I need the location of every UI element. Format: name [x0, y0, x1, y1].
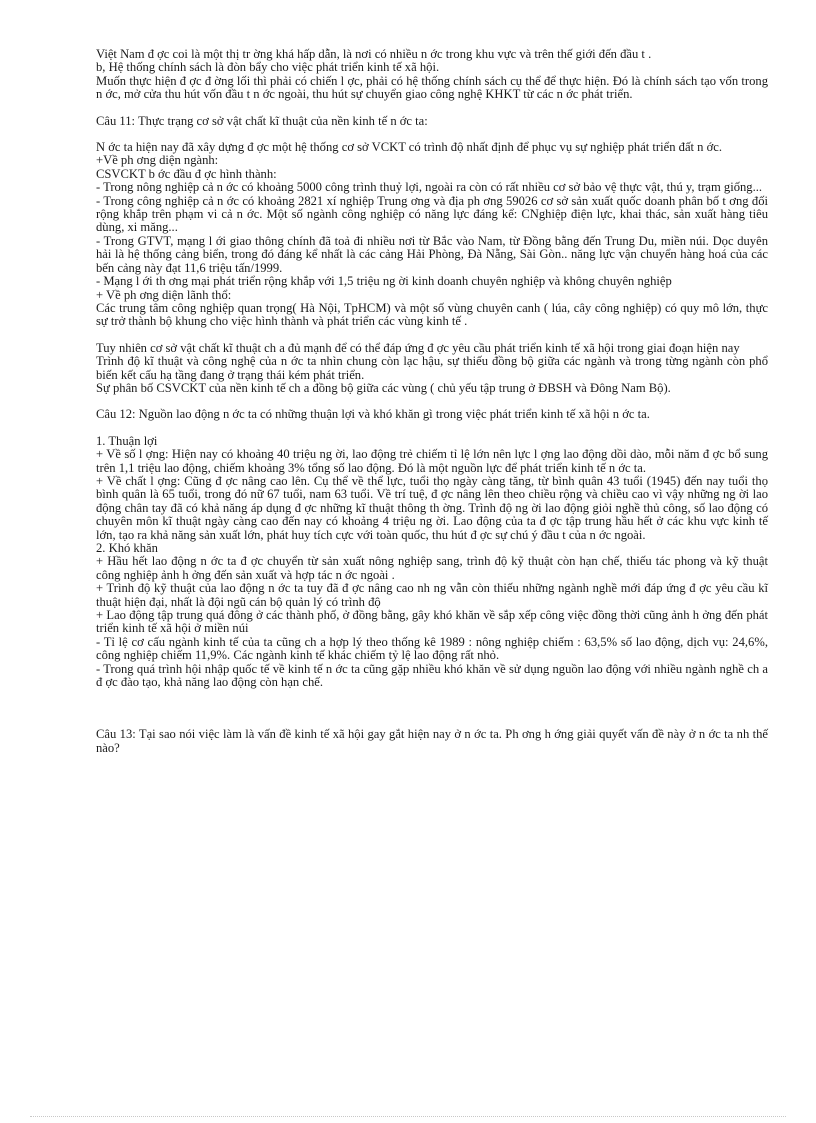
paragraph: 2. Khó khăn [96, 541, 158, 555]
paragraph: b, Hệ thống chính sách là đòn bẩy cho việc phát triển kinh tế xã hội. [96, 60, 440, 75]
paragraph: Sự phân bố CSVCKT của nền kinh tế ch a đồng bộ giữa các vùng ( chủ yếu tập trung ở ĐBSH và Đông Nam Bộ). [96, 380, 671, 395]
paragraph: Các trung tâm công nghiệp quan trọng( Hà Nội, TpHCM) và một số vùng chuyên canh ( lúa, cây công nghiệp) có quy mô lớn, thực sự trở thành bộ khung cho việc hình thành và phát triển các vùng kinh tế . [96, 300, 768, 329]
spacer [96, 689, 768, 715]
paragraph: - Trong công nghiệp cả n ớc có khoảng 2821 xí nghiệp Trung ơng và địa ph ơng 59026 cơ sở sản xuất quốc doanh phân bố t ơng đối rộng khắp trên phạm vi cả n ớc. Một số ngành công nghiệp có năng lực đáng kể: CNghiệp điện lực, khai thác, sản xuất hàng tiêu dùng, xi măng... [96, 193, 768, 235]
spacer [96, 422, 768, 435]
paragraph: + Trình độ kỹ thuật của lao động n ớc ta tuy đã đ ợc nâng cao nh ng vẫn còn thiếu những ngành nghề mới đáp ứng đ ợc yêu cầu kĩ thuật hiện đại, nhất là đội ngũ cán bộ quản lý có trình độ [96, 581, 768, 609]
paragraph: Trình độ kĩ thuật và công nghệ của n ớc ta nhìn chung còn lạc hậu, sự thiếu đồng bộ giữa các ngành và trong từng ngành còn phổ biến kết cấu hạ tầng đang ở trạng thái kém phát triển. [96, 354, 768, 382]
spacer [96, 329, 768, 342]
spacer [96, 102, 768, 115]
paragraph: - Trong GTVT, mạng l ới giao thông chính đã toả đi nhiều nơi từ Bắc vào Nam, từ Đồng bằng đến Trung Du, miền núi. Dọc duyên hải là hệ thống cảng biển, trong đó đáng kể nhất là các cảng Hải Phòng, Đà Nẵng, Sài Gòn.. năng lực vận chuyển hàng hoá của các bến cảng này đạt 11,6 triệu tấn/1999. [96, 233, 768, 275]
paragraph: Câu 13: Tại sao nói việc làm là vấn đề kinh tế xã hội gay gắt hiện nay ở n ớc ta. Ph ơng h ớng giải quyết vấn đề này ở n ớc ta nh thế nào? [96, 727, 768, 755]
paragraph: + Lao động tập trung quá đông ở các thành phố, ở đồng bằng, gây khó khăn về sắp xếp công việc đồng thời cũng ảnh h ởng đến phát triển kinh tế xã hội ở miền núi [96, 608, 768, 636]
paragraph: - Tỉ lệ cơ cấu ngành kinh tế của ta cũng ch a hợp lý theo thống kê 1989 : nông nghiệp chiếm : 63,5% số lao động, dịch vụ: 24,6%, công nghiệp chiếm 11,9%. Các ngành kinh tế khác chiếm tỷ lệ lao động rất nhỏ. [96, 634, 768, 663]
paragraph: - Trong quá trình hội nhập quốc tế về kinh tế n ớc ta cũng gặp nhiều khó khăn về sử dụng nguồn lao động với nhiều ngành nghề ch a đ ợc đào tạo, khả năng lao động còn hạn chế. [96, 661, 768, 690]
paragraph: + Hầu hết lao động n ớc ta đ ợc chuyển từ sản xuất nông nghiệp sang, trình độ kỹ thuật còn hạn chế, thiếu tác phong và kỹ thuật công nghiệp ảnh h ởng đến sản xuất và hợp tác n ớc ngoài . [96, 554, 768, 582]
document-body [96, 48, 768, 755]
paragraph: +Về ph ơng diện ngành: [96, 153, 219, 168]
paragraph: 1. Thuận lợi [96, 433, 158, 448]
paragraph: Tuy nhiên cơ sở vật chất kĩ thuật ch a đủ mạnh để có thể đáp ứng đ ợc yêu cầu phát triển kinh tế xã hội trong giai đoạn hiện nay [96, 340, 740, 355]
paragraph: Câu 12: Nguồn lao động n ớc ta có những thuận lợi và khó khăn gì trong việc phát triển kinh tế xã hội n ớc ta. [96, 407, 650, 422]
paragraph: + Về ph ơng diện lãnh thổ: [96, 287, 232, 302]
paragraph: - Trong nông nghiệp cả n ớc có khoảng 5000 công trình thuỷ lợi, ngoài ra còn có rất nhiều cơ sở bảo vệ thực vật, thú y, trạm giống... [96, 180, 763, 195]
paragraph: Câu 11: Thực trạng cơ sở vật chất kĩ thuật của nền kinh tế n ớc ta: [96, 113, 428, 128]
paragraph: Muốn thực hiện đ ợc đ ờng lối thì phải có chiến l ợc, phải có hệ thống chính sách cụ thể để thực hiện. Đó là chính sách tạo vốn trong n ớc, mở cửa thu hút vốn đầu t n ớc ngoài, thu hút sự chuyển giao công nghệ KHKT từ các n ớc phát triển. [96, 73, 768, 102]
paragraph: - Mạng l ới th ơng mại phát triển rộng khắp với 1,5 triệu ng ời kinh doanh chuyên nghiệp và không chuyên nghiệp [96, 274, 672, 289]
page-bottom-rule [30, 1116, 786, 1117]
paragraph: + Về số l ợng: Hiện nay có khoảng 40 triệu ng ời, lao động trẻ chiếm tỉ lệ lớn nên lực l ợng lao động dồi dào, mỗi năm đ ợc bổ sung trên 1,1 triệu lao động, chiếm khoảng 3% tổng số lao động. Đó là một nguồn lực để phát triển kinh tế n ớc ta. [96, 447, 768, 475]
paragraph: N ớc ta hiện nay đã xây dựng đ ợc một hệ thống cơ sở VCKT có trình độ nhất định để phục vụ sự nghiệp phát triển đất n ớc. [96, 140, 723, 155]
paragraph: + Về chất l ợng: Cũng đ ợc nâng cao lên. Cụ thể về thể lực, tuổi thọ ngày càng tăng, từ bình quân 43 tuổi (1945) đến nay tuổi thọ bình quân là 65 tuổi, trong đó nữ 67 tuổi, nam 63 tuổi. Về trí tuệ, đ ợc nâng lên theo chiều rộng và chiều cao vì vậy những ng ời lao động chân tay đã có khả năng áp dụng đ ợc những kĩ thuật thông th ờng. Trình độ ng ời lao động giỏi nghề thủ công, số lao động có chuyên môn kĩ thuật ngày càng cao đến nay có khoảng 4 triệu ng ời. Lao động của ta đ ợc tập trung hầu hết ở các khu vực kinh tế lớn, tạo ra khả năng sản xuất lớn, phát huy tích cực với toàn quốc, thu hút đ ợc sự chú ý đầu t của n ớc ngoài. [96, 473, 768, 542]
paragraph: Việt Nam đ ợc coi là một thị tr ờng khá hấp dẫn, là nơi có nhiều n ớc trong khu vực và trên thế giới đến đầu t . [96, 47, 652, 61]
paragraph: CSVCKT b ớc đầu đ ợc hình thành: [96, 166, 277, 181]
